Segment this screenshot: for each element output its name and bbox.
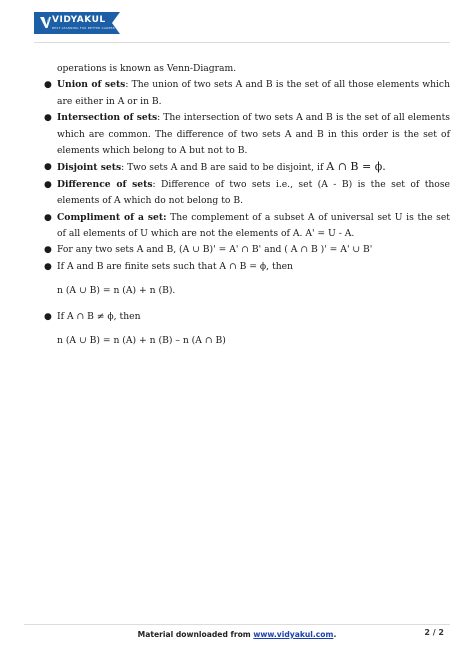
definition-disjoint: : Two sets A and B are said to be disjoint, if <box>121 162 327 174</box>
list-item-union <box>42 77 450 110</box>
footer-note <box>0 630 474 639</box>
footer-prefix: Material downloaded from <box>137 630 254 639</box>
definition-union: : The union of two sets A and B is the set of all those elements which are either in A or in B. <box>57 79 450 107</box>
footer-suffix: . <box>333 630 337 639</box>
logo-tagline: BEST LEARNING FOR BETTER CAREER <box>52 26 115 30</box>
intro-text: operations is known as Venn-Diagram. <box>57 63 237 74</box>
bullet-icon: ● <box>44 162 52 173</box>
bullet-icon: ● <box>44 179 52 190</box>
de-morgan-text: For any two sets A and B, (A ∪ B)' = A' ∩ B' and ( A ∩ B )' = A' ∪ B' <box>57 244 373 256</box>
definition-complement: The complement of a subset A of universal set U is the set of all elements of U which are not the elements of A. A' = U - A. <box>57 211 450 240</box>
page-number: 2 / 2 <box>424 628 444 637</box>
finite-disjoint-text: If A and B are finite sets such that A ∩ B = ϕ, then <box>57 260 293 272</box>
bullet-icon: ● <box>44 245 52 256</box>
list-item-finite-disjoint <box>42 259 450 275</box>
list-item-intersection <box>42 110 450 159</box>
term-disjoint: Disjoint sets <box>57 162 122 174</box>
list-item-non-disjoint <box>42 309 450 325</box>
list-item-complement <box>42 210 450 243</box>
definition-list <box>42 77 450 275</box>
bullet-icon: ● <box>44 113 52 124</box>
disjoint-formula: A ∩ B = ϕ. <box>326 160 386 174</box>
logo-text: VIDYAKUL <box>52 15 106 25</box>
formula-union-count: n (A ∪ B) = n (A) + n (B) – n (A ∩ B) <box>57 335 226 347</box>
definition-difference: : Difference of two sets i.e., set (A - B) is the set of those elements of A which do not belong to B. <box>57 178 450 207</box>
definition-list-2 <box>42 309 450 325</box>
bullet-icon: ● <box>44 212 52 223</box>
bullet-icon: ● <box>44 80 52 91</box>
header-divider <box>34 42 450 43</box>
term-difference: Difference of sets <box>57 178 153 190</box>
list-item-disjoint <box>42 159 450 176</box>
bullet-icon: ● <box>44 261 52 272</box>
term-complement: Compliment of a set: <box>57 211 167 223</box>
definition-intersection: : The intersection of two sets A and B is the set of all elements which are common. The difference of two sets A and B in this order is the set of elements which belong to A but not to B. <box>57 112 450 157</box>
list-item-de-morgan <box>42 242 450 258</box>
term-union: Union of sets <box>57 79 126 91</box>
non-disjoint-text: If A ∩ B ≠ ϕ, then <box>57 310 141 322</box>
list-item-difference <box>42 177 450 210</box>
term-intersection: Intersection of sets <box>57 112 158 124</box>
document-body <box>42 61 450 350</box>
footer-link[interactable]: www.vidyakul.com <box>253 630 334 639</box>
bullet-icon: ● <box>44 311 52 322</box>
footer-divider <box>24 624 450 625</box>
formula-disjoint-count: n (A ∪ B) = n (A) + n (B). <box>57 285 176 297</box>
